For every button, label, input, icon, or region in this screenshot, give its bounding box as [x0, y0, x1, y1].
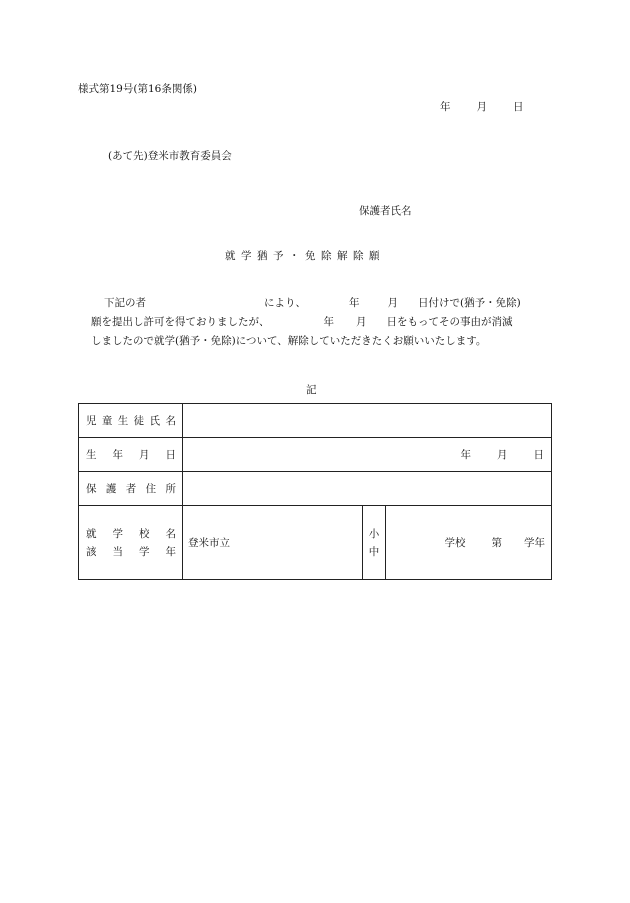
char: 解	[337, 250, 348, 262]
char: 氏	[149, 415, 161, 427]
student-name-field[interactable]	[183, 404, 552, 438]
char: 学	[139, 546, 150, 558]
school-name-field[interactable]: 登米市立	[183, 506, 363, 580]
char: 保	[86, 483, 97, 495]
grade-field[interactable]: 学校 第 学年	[386, 506, 552, 580]
student-name-label	[79, 413, 182, 428]
char: 日	[165, 449, 176, 461]
char: 年	[165, 546, 176, 558]
char: 住	[145, 483, 157, 495]
char: 学	[241, 250, 252, 262]
char: 年	[112, 449, 123, 461]
body-line-3: しましたので就学(猶予・免除)について、解除していただきたくお願いいたします。	[91, 335, 487, 347]
date-year: 年	[440, 101, 451, 113]
date-day: 日	[513, 101, 524, 113]
char: 就	[86, 528, 97, 540]
char: 当	[112, 546, 123, 558]
row-birthdate	[79, 438, 552, 472]
char: 除	[353, 250, 364, 262]
document-title	[225, 248, 380, 263]
char: 生	[86, 449, 97, 461]
ki-label: 記	[306, 384, 317, 396]
row-student-name	[79, 404, 552, 438]
char: 猶	[257, 250, 268, 262]
char: ・	[289, 250, 300, 262]
char: 童	[101, 415, 113, 427]
char: 校	[139, 528, 150, 540]
body-line-1: 下記の者 により、 年 月 日付けで(猶予・免除)	[104, 297, 521, 309]
row-address	[79, 472, 552, 506]
address-field[interactable]	[183, 472, 552, 506]
char: 名	[165, 528, 176, 540]
char: 免	[305, 250, 316, 262]
guardian-name-label: 保護者氏名	[359, 205, 412, 217]
addressee: (あて先)登米市教育委員会	[108, 150, 232, 162]
form-number: 様式第19号(第16条関係)	[78, 83, 197, 95]
char: 児	[86, 415, 97, 427]
char: 就	[225, 250, 236, 262]
body-line-2: 願を提出し許可を得ておりましたが、 年 月 日をもってその事由が消滅	[91, 316, 513, 328]
char: 月	[139, 449, 150, 461]
char: 護	[105, 483, 117, 495]
info-table	[78, 403, 552, 580]
char: 者	[125, 483, 137, 495]
school-name-label	[79, 526, 182, 541]
date-month: 月	[476, 101, 487, 113]
birthdate-field[interactable]: 年 月 日	[183, 438, 552, 472]
char: 徒	[133, 415, 145, 427]
school-level: 小 中	[363, 506, 386, 580]
grade-label	[79, 544, 182, 559]
address-label	[79, 481, 182, 496]
char: 生	[117, 415, 129, 427]
char: 予	[273, 250, 284, 262]
birthdate-label	[79, 447, 182, 462]
char: 名	[165, 415, 176, 427]
char: 学	[112, 528, 123, 540]
char: 除	[321, 250, 332, 262]
header-date	[440, 99, 524, 114]
row-school	[79, 506, 552, 580]
char: 願	[369, 250, 380, 262]
char: 該	[86, 546, 97, 558]
char: 所	[165, 483, 176, 495]
